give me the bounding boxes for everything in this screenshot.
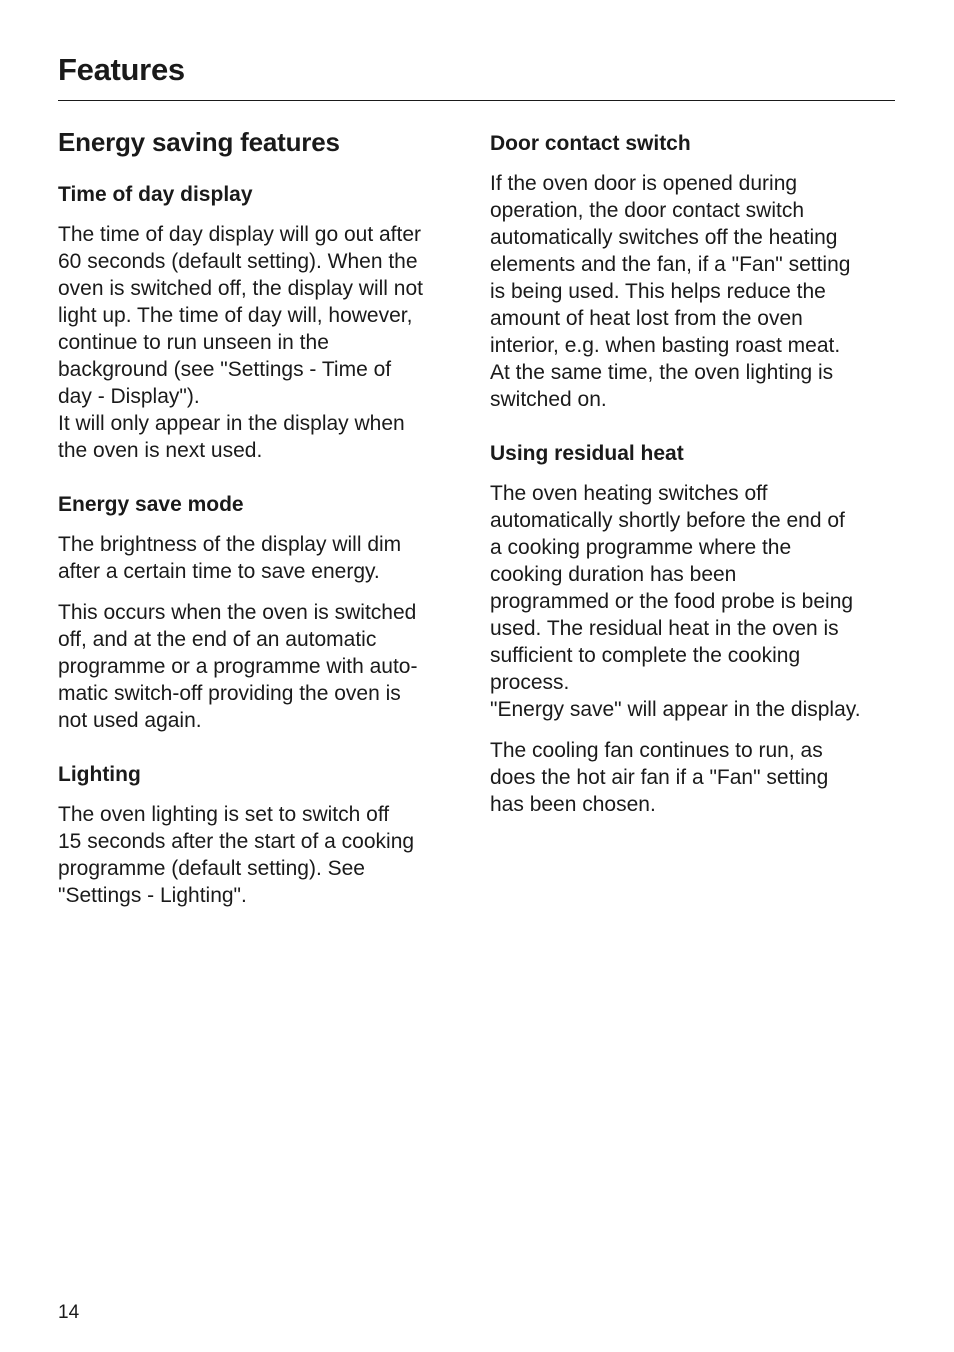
text-line: It will only appear in the display when [58, 412, 405, 435]
text-line: process. [490, 671, 570, 694]
paragraph-lighting [58, 801, 468, 909]
text-line: day - Display"). [58, 385, 200, 408]
text-line: matic switch-off providing the oven is [58, 682, 401, 705]
text-line: light up. The time of day will, however, [58, 304, 413, 327]
paragraph-residual-heat-1 [490, 480, 900, 723]
heading-using-residual-heat: Using residual heat [490, 442, 684, 465]
page-title: Features [58, 52, 185, 87]
left-column [58, 120, 468, 909]
text-line: The cooling fan continues to run, as [490, 739, 823, 762]
text-line: The oven lighting is set to switch off [58, 803, 390, 826]
text-line: does the hot air fan if a "Fan" setting [490, 766, 829, 789]
text-line: oven is switched off, the display will not [58, 277, 423, 300]
page-header [58, 50, 895, 90]
text-line: the oven is next used. [58, 439, 263, 462]
text-line: "Energy save" will appear in the display. [490, 698, 861, 721]
text-line: If the oven door is opened during [490, 172, 798, 195]
header-divider [58, 100, 895, 101]
heading-door-contact-switch: Door contact switch [490, 132, 691, 155]
heading-time-of-day-display: Time of day display [58, 183, 253, 206]
text-line: is being used. This helps reduce the [490, 280, 826, 303]
text-line: has been chosen. [490, 793, 656, 816]
paragraph-energy-save-mode-2 [58, 599, 468, 734]
text-line: The time of day display will go out after [58, 223, 422, 246]
text-line: amount of heat lost from the oven [490, 307, 803, 330]
text-line: after a certain time to save energy. [58, 560, 380, 583]
text-line: elements and the fan, if a "Fan" setting [490, 253, 851, 276]
text-line: automatically shortly before the end of [490, 509, 845, 532]
paragraph-energy-save-mode-1 [58, 531, 468, 585]
text-line: This occurs when the oven is switched [58, 601, 417, 624]
text-line: background (see "Settings - Time of [58, 358, 392, 381]
text-line: continue to run unseen in the [58, 331, 329, 354]
text-line: interior, e.g. when basting roast meat. [490, 334, 841, 357]
paragraph-door-contact-switch [490, 170, 900, 413]
text-line: 60 seconds (default setting). When the [58, 250, 418, 273]
text-line: The brightness of the display will dim [58, 533, 402, 556]
text-line: used. The residual heat in the oven is [490, 617, 839, 640]
heading-lighting: Lighting [58, 763, 141, 786]
text-line: "Settings - Lighting". [58, 884, 247, 907]
text-line: programme (default setting). See [58, 857, 365, 880]
text-line: The oven heating switches off [490, 482, 768, 505]
text-line: programme or a programme with auto- [58, 655, 418, 678]
text-line: operation, the door contact switch [490, 199, 805, 222]
text-line: automatically switches off the heating [490, 226, 838, 249]
right-column [490, 130, 900, 818]
section-title-energy-saving: Energy saving features [58, 127, 340, 157]
text-line: not used again. [58, 709, 202, 732]
text-line: At the same time, the oven lighting is [490, 361, 834, 384]
paragraph-time-of-day [58, 221, 468, 464]
text-line: a cooking programme where the [490, 536, 792, 559]
text-line: switched on. [490, 388, 607, 411]
text-line: sufficient to complete the cooking [490, 644, 801, 667]
text-line: off, and at the end of an automatic [58, 628, 377, 651]
text-line: 15 seconds after the start of a cooking [58, 830, 415, 853]
heading-energy-save-mode: Energy save mode [58, 493, 244, 516]
text-line: programmed or the food probe is being [490, 590, 854, 613]
paragraph-residual-heat-2 [490, 737, 900, 818]
text-line: cooking duration has been [490, 563, 737, 586]
page-number: 14 [58, 1302, 80, 1323]
